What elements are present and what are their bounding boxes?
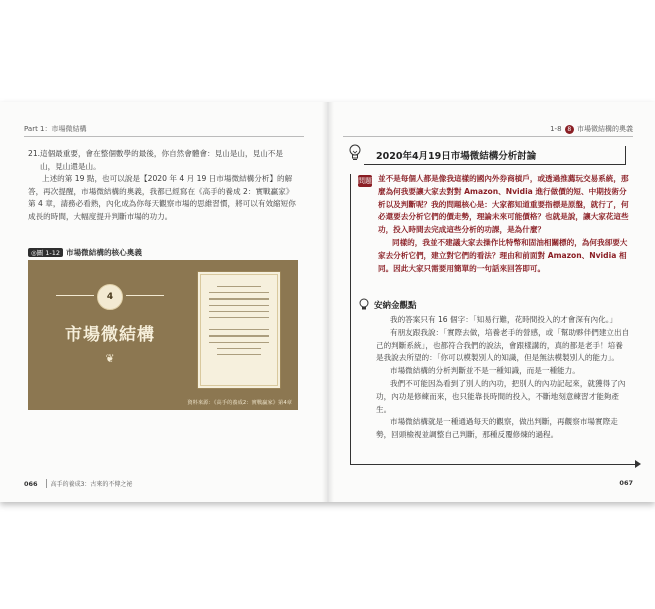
text-card-graphic — [200, 274, 278, 386]
figure-credit: 資料來源：《高手的養成2：實戰贏家》第4章 — [187, 400, 292, 406]
answer-text — [376, 314, 630, 442]
book-title: 高手的養成3：古來的不傳之祕 — [46, 479, 133, 488]
arrow-right-icon — [635, 460, 641, 468]
lightbulb-icon — [348, 144, 362, 162]
header-right-rule — [625, 146, 626, 164]
answer-title: 安納金觀點 — [374, 301, 417, 311]
section-header — [348, 144, 634, 166]
header-underline — [364, 164, 626, 165]
right-page-number: 067 — [619, 479, 633, 487]
frame-left-rule — [350, 174, 351, 464]
book-cover-graphic — [40, 270, 180, 400]
right-page — [328, 102, 655, 502]
book-spread — [0, 102, 655, 502]
chapter-number-medallion: 4 — [97, 284, 123, 310]
right-running-head: 1-8 8 市場微結構的奧義 — [343, 124, 633, 137]
figure-image — [28, 260, 298, 410]
question-tag: 問題 — [358, 177, 372, 185]
ornament-icon: ❦ — [105, 352, 115, 365]
section-number-badge: 8 — [565, 125, 574, 134]
left-footer — [24, 479, 132, 488]
frame-bottom-rule — [350, 464, 636, 465]
left-running-head: Part 1：市場微結構 — [24, 124, 304, 137]
section-title: 2020年4月19日市場微結構分析討論 — [376, 151, 537, 162]
left-page — [0, 102, 327, 502]
answer-paragraph: 市場微結構就是一種通過每天的觀察，做出判斷，再觀察市場實際走勢，回頭檢視並調整自己判斷，那種反覆修煉的過程。 — [376, 417, 618, 440]
lightbulb-answer-icon — [358, 298, 370, 312]
list-item-21: 21.這個最重要，會在整個數學的最後，你自然會體會：見山是山，見山不是山，見山還是山。 — [28, 149, 283, 171]
figure-title: 市場微結構 — [65, 325, 155, 345]
figure-caption: ◎圖 1-12 市場微結構的核心奧義 — [28, 247, 142, 258]
question-text: 並不是每個人都是像我這樣的國內外券商槓戶，或透過推薦玩交易系統，那麼為何我要讓大家去對對 Amazon、Nvidia 進行做價的短、中期技術分析以及判斷呢？我的問題核心是：大家都知道重要指標是原盤，就行了，何必還要去分析它們的價走勢，理論未來可能價格？也就是說，讓大家花這些功，投入時間去完成這些分析的功課，是為什麼？ 同樣的，我並不建議大家去操作比特幣和固油相關標的，為何我卻要大家去分析它們，建立對它們的看法？理由和前面對 Amazon、Nvidia 相同。因此大家只需要用簡單的一句話來回答即可。 — [378, 174, 629, 273]
paragraph: 上述的第 19 點，也可以說是【2020 年 4 月 19 日市場微結構分析】的解答，再次提醒，市場微結構的奧義，我都已經寫在《高手的養成 2：實戰贏家》第 4 章，請務必看熟，內化成為你每天觀察市場的思維習慣，將可以有效縮短你成長的時間，大幅度提升判斷市場的功力。 — [28, 174, 296, 221]
left-page-number: 066 — [24, 480, 38, 488]
answer-paragraph: 有朋友跟我說：「實際去做，培養老手的營感，或「幫助夥伴們建立出自己的判斷系統」，也都符合我們的說法，會跟樣講的，真的都是老手！培養是我說去所望的：「你可以模製別人的知識，但是無法模製別人的能力」。 — [376, 327, 630, 363]
figure-badge: ◎圖 1-12 — [28, 248, 63, 257]
left-body-text — [28, 148, 296, 223]
answer-paragraph: 我們不可能因為看到了別人的內功，把別人的內功記起來，就獲得了內功，內功是修練而來，也只能靠長時間的投入，不斷地刻意練習才能夠產生。 — [376, 378, 626, 414]
answer-paragraph: 我的答案只有 16 個字：「知易行難，花時間投入的才會深有內化。」 — [390, 315, 618, 324]
answer-paragraph: 市場微結構的分析判斷並不是一種知識，而是一種能力。 — [390, 366, 580, 376]
